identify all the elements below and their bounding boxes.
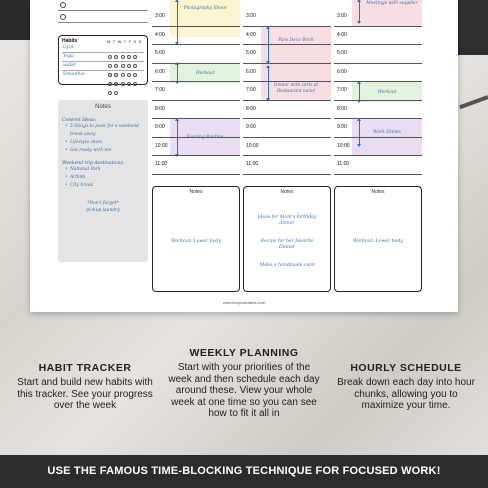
time-slot[interactable] (243, 27, 331, 46)
event-label: Pass Deco Work (278, 38, 314, 43)
time-label: 6:00 (246, 68, 256, 75)
time-slot[interactable] (152, 82, 240, 101)
day-column-2 (243, 0, 331, 175)
bottom-banner: USE THE FAMOUS TIME-BLOCKING TECHNIQUE FOR FOCUSED WORK! (0, 455, 488, 488)
time-label: 4:00 (246, 31, 256, 38)
time-label: 3:00 (246, 13, 256, 19)
time-slot[interactable] (243, 119, 331, 138)
habit-label: Gym (63, 45, 74, 50)
todo-row (58, 0, 148, 11)
time-label: 10:00 (337, 142, 350, 149)
habit-row (62, 71, 144, 80)
time-label: 8:00 (246, 105, 256, 112)
time-slot[interactable] (152, 101, 240, 120)
event-label: Work Drinks (373, 130, 401, 135)
checkbox-icon[interactable] (60, 14, 66, 20)
feature-text: Start and build new habits with this tracker. See your progress over the week (17, 377, 153, 411)
event-label: Photography Shoot (183, 6, 227, 11)
habit-row (62, 53, 144, 62)
event-label: Evening Routine (186, 135, 224, 140)
habit-label: Yoga (63, 54, 74, 59)
time-slot[interactable] (243, 82, 331, 101)
list-item: • City break (70, 182, 144, 190)
time-label: 9:00 (155, 124, 165, 130)
feature-text: Break down each day into hour chunks, allowing you to maximize your time. (337, 377, 475, 411)
time-slot[interactable] (243, 45, 331, 64)
notes-box-3[interactable] (334, 186, 422, 292)
time-slot[interactable] (334, 27, 422, 46)
day-column-3 (334, 0, 422, 175)
time-label: 5:00 (155, 50, 165, 56)
habit-row (62, 44, 144, 53)
time-label: 7:00 (337, 87, 347, 93)
event-label: Workout (377, 90, 397, 95)
time-slot[interactable] (152, 119, 240, 138)
time-label: 6:00 (337, 68, 347, 75)
time-slot[interactable] (152, 64, 240, 83)
list-item: • 5 things to pack for a weekend break away (70, 123, 144, 139)
feature-habit-tracker (10, 362, 160, 412)
notes-box-1[interactable] (152, 186, 240, 292)
event-label: Dinner with Girls at Restaurant name (273, 83, 319, 94)
time-slot[interactable] (152, 27, 240, 46)
feature-hourly-schedule (333, 362, 479, 412)
time-label: 11:00 (155, 161, 168, 167)
time-label: 3:00 (337, 13, 347, 19)
time-slot[interactable] (243, 101, 331, 120)
time-label: 11:00 (337, 161, 350, 167)
time-slot[interactable] (243, 8, 331, 27)
time-label: 4:00 (337, 31, 347, 38)
reminder-line: *Don't forget* (87, 201, 119, 206)
reminder-note (62, 200, 144, 214)
time-label: 11:00 (246, 161, 259, 167)
time-slot[interactable] (334, 64, 422, 83)
time-slot[interactable] (334, 82, 422, 101)
time-label: 9:00 (337, 124, 347, 130)
list-item: • Airbnb (70, 174, 144, 182)
time-label: 5:00 (246, 50, 256, 56)
website-footer: www.templatetates.com (222, 300, 266, 305)
event-label: Workout (195, 71, 215, 76)
time-label: 4:00 (155, 31, 165, 38)
habit-days-header: MTWTFSS (107, 39, 144, 44)
time-slot[interactable] (334, 101, 422, 120)
notes-box-title: Notes (280, 189, 294, 195)
note-line: Workout: Lower body (352, 239, 404, 244)
habit-label: Smoothie (63, 72, 85, 77)
time-label: 9:00 (246, 124, 256, 130)
todo-checklist (58, 0, 148, 24)
time-label: 7:00 (155, 87, 165, 93)
reminder-line: pickup laundry (86, 208, 120, 213)
time-slot[interactable] (334, 119, 422, 138)
habit-label: water (63, 63, 77, 68)
dark-corner-left (0, 0, 30, 40)
time-label: 7:00 (246, 87, 256, 93)
time-slot[interactable] (152, 156, 240, 175)
habits-title: Habits (62, 38, 78, 44)
time-slot[interactable] (334, 156, 422, 175)
time-slot[interactable] (334, 8, 422, 27)
todo-row (58, 12, 148, 23)
note-line: Recipe for her favorite Dinner (260, 239, 314, 250)
feature-title: HOURLY SCHEDULE (350, 362, 462, 374)
time-slot[interactable] (152, 8, 240, 27)
feature-title: WEEKLY PLANNING (189, 347, 299, 359)
note-line: Make a handmade card (259, 263, 315, 268)
planner-sheet (30, 0, 458, 312)
note-line: Workout: Lower body (170, 239, 222, 244)
note-line: Ideas for Mom's birthday dinner (257, 215, 317, 226)
time-label: 6:00 (155, 68, 165, 75)
feature-title: HABIT TRACKER (38, 362, 132, 374)
time-slot[interactable] (243, 138, 331, 157)
list-item: • Get ready with me (70, 147, 144, 155)
time-label: 10:00 (246, 142, 259, 149)
time-slot[interactable] (334, 45, 422, 64)
feature-weekly-planning (167, 347, 321, 420)
time-label: 5:00 (337, 50, 347, 56)
time-slot[interactable] (334, 138, 422, 157)
notes-box-2[interactable] (243, 186, 331, 292)
list-item: • National Park (70, 166, 144, 174)
feature-text: Start with your priorities of the week and then schedule each day around these. View your whole week at one time so you can see how to fit it all in (168, 362, 320, 419)
habit-row (62, 62, 144, 71)
checkbox-icon[interactable] (60, 2, 66, 8)
trip-heading: Weekend trip destinations (62, 161, 123, 166)
notes-panel (58, 100, 148, 262)
time-slot[interactable] (243, 156, 331, 175)
time-slot[interactable] (152, 138, 240, 157)
event-label: Meetings with supplier (366, 1, 418, 6)
content-ideas-heading: Content Ideas: (62, 118, 97, 123)
time-label: 8:00 (155, 105, 165, 112)
notes-panel-title: Notes (95, 104, 111, 110)
list-item: • Lifestyle shots (70, 139, 144, 147)
time-label: 8:00 (337, 105, 347, 112)
notes-box-title: Notes (189, 189, 203, 195)
time-label: 10:00 (155, 142, 168, 149)
habit-tracker (58, 35, 148, 85)
time-slot[interactable] (243, 64, 331, 83)
time-slot[interactable] (152, 45, 240, 64)
day-column-1 (152, 0, 240, 175)
time-label: 3:00 (155, 13, 165, 19)
notes-box-title: Notes (371, 189, 385, 195)
